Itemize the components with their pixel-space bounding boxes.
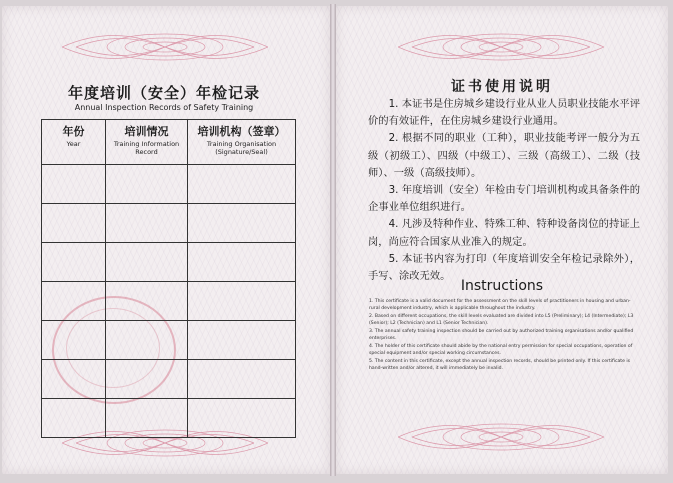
training-cell[interactable] [106, 399, 188, 438]
year-cell[interactable] [42, 165, 106, 204]
training-cell[interactable] [106, 243, 188, 282]
instructions-en [369, 298, 639, 372]
header-organisation-en: Training Organisation (Signature/Seal) [206, 140, 277, 156]
instructions-title-cn: 证书使用说明 [451, 79, 553, 95]
training-cell[interactable] [106, 321, 188, 360]
instruction-en-item: 4. The holder of this certificate should abide by the national entry permission for special occupations, operation of special equipment and/or special working circumstances. [369, 343, 633, 356]
table-row [42, 321, 296, 360]
header-training-record-cn: 培训情况 [124, 125, 169, 138]
header-training-record [106, 120, 188, 165]
table-row [42, 399, 296, 438]
training-cell[interactable] [106, 204, 188, 243]
header-training-record-en: Training Information Record [113, 140, 180, 156]
instruction-en-item: 2. Based on different occupations, the skill levels evaluated are divided into L5 (Preliminary); L4 (Intermediate); L3 (Senior); L2 (Technician) and L1 (Senior Technician). [369, 313, 634, 327]
organisation-cell[interactable] [188, 321, 296, 360]
instructions-title-en: Instructions [460, 278, 544, 294]
year-cell[interactable] [42, 321, 106, 360]
organisation-cell[interactable] [188, 282, 296, 321]
year-cell[interactable] [42, 204, 106, 243]
ornament-top-right [398, 30, 604, 64]
instruction-cn-item: 5. 本证书内容为打印（年度培训安全年检记录除外），手写、涂改无效。 [368, 252, 640, 283]
instructions-cn [368, 96, 640, 285]
records-title-en: Annual Inspection Records of Safety Training [74, 103, 254, 112]
instruction-cn-item: 3. 年度培训（安全）年检由专门培训机构或具备条件的企事业单位组织进行。 [368, 184, 640, 214]
instruction-cn-item: 4. 凡涉及特种作业、特殊工种、特种设备岗位的持证上岗，尚应符合国家从业准入的规定。 [368, 218, 640, 248]
table-row [42, 243, 296, 282]
training-cell[interactable] [106, 165, 188, 204]
organisation-cell[interactable] [188, 243, 296, 282]
training-cell[interactable] [106, 282, 188, 321]
records-title-cn: 年度培训（安全）年检记录 [67, 84, 260, 102]
table-row [42, 204, 296, 243]
instruction-cn-item: 1. 本证书是住房城乡建设行业从业人员职业技能水平评价的有效证件，在住房城乡建设行业通用。 [368, 98, 640, 128]
header-year-cn: 年份 [62, 125, 85, 138]
organisation-cell[interactable] [188, 399, 296, 438]
instruction-en-item: 5. The content in this certificate, except the annual inspection records, should be printed only. If this certificate is hand-written and/or altered, it will immediately be invalid. [369, 358, 631, 371]
year-cell[interactable] [42, 282, 106, 321]
table-row [42, 165, 296, 204]
header-organisation [188, 120, 296, 165]
table-row [42, 282, 296, 321]
training-cell[interactable] [106, 360, 188, 399]
header-organisation-cn: 培训机构（签章） [197, 125, 286, 138]
header-year-en: Year [66, 140, 81, 148]
ornament-top-left [62, 30, 268, 64]
year-cell[interactable] [42, 360, 106, 399]
organisation-cell[interactable] [188, 165, 296, 204]
instruction-en-item: 3. The annual safety training inspection should be carried out by authorized training organisations and/or qualified enterprises. [369, 328, 634, 342]
instruction-en-item: 1. This certificate is a valid document for the assessment on the skill levels of practitioners in housing and urban-rural development industry, which is applicable throughout the industry. [369, 299, 631, 312]
table-row [42, 360, 296, 399]
header-year [42, 120, 106, 165]
ornament-bottom-right [398, 420, 604, 454]
inspection-records-table [41, 119, 296, 438]
instruction-cn-item: 2. 根据不同的职业（工种），职业技能考评一般分为五级（初级工）、四级（中级工）、三级（高级工）、二级（技师）、一级（高级技师）。 [368, 132, 640, 179]
year-cell[interactable] [42, 399, 106, 438]
year-cell[interactable] [42, 243, 106, 282]
table-header-row [42, 120, 296, 165]
organisation-cell[interactable] [188, 204, 296, 243]
organisation-cell[interactable] [188, 360, 296, 399]
